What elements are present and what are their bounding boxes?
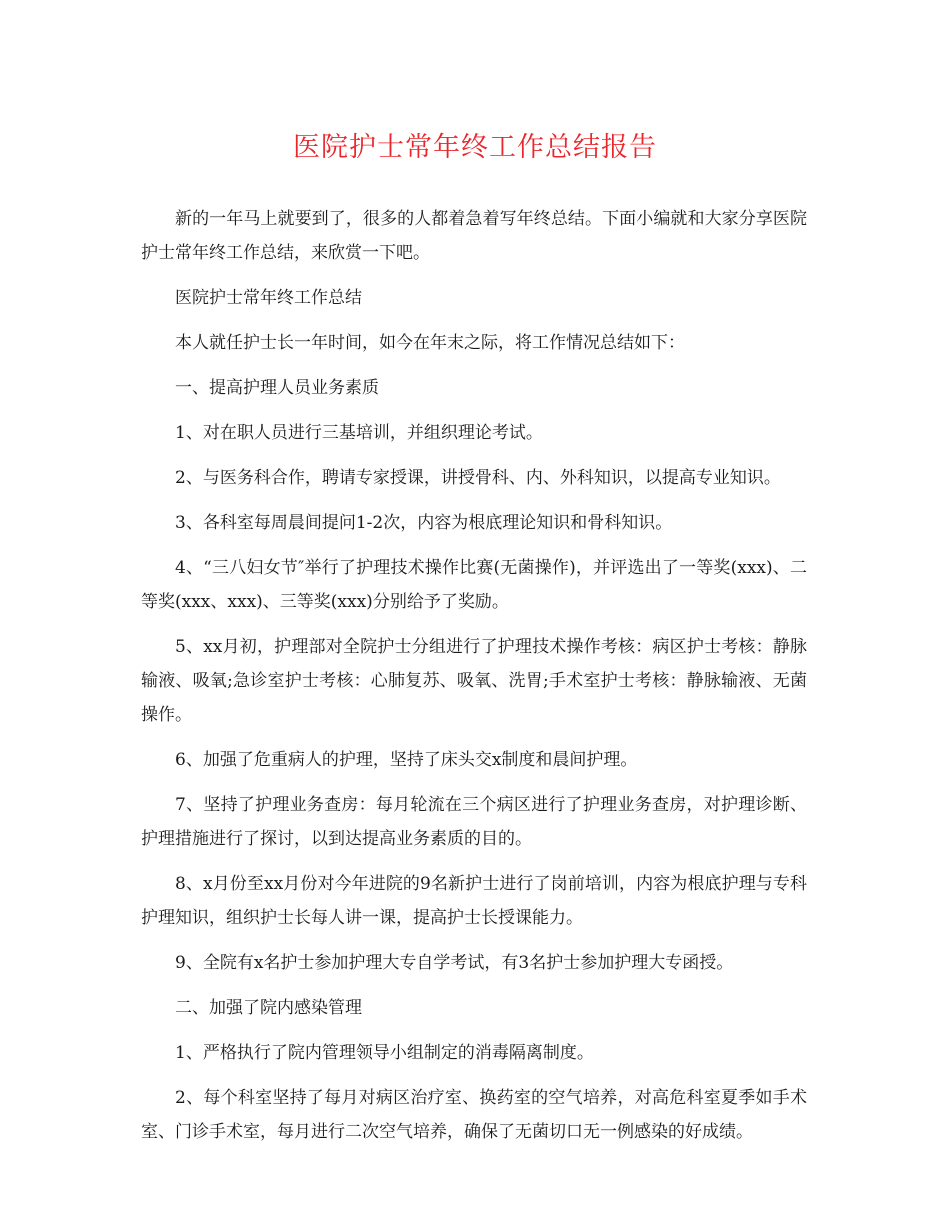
- paragraph-opening: 本人就任护士长一年时间，如今在年末之际，将工作情况总结如下：: [175, 333, 685, 353]
- section-heading-2: 二、加强了院内感染管理: [175, 998, 362, 1018]
- list-item: 2、与医务科合作，聘请专家授课，讲授骨科、内、外科知识，以提高专业知识。: [175, 468, 781, 488]
- list-item: 5、xx月初，护理部对全院护士分组进行了护理技术操作考核：病区护士考核：静脉输液、吸氧;急诊室护士考核：心肺复苏、吸氧、洗胃;手术室护士考核：静脉输液、无菌操作。: [141, 637, 807, 725]
- document-body: [141, 202, 807, 1160]
- section-heading-1: 一、提高护理人员业务素质: [175, 378, 379, 398]
- list-item: 7、坚持了护理业务查房：每月轮流在三个病区进行了护理业务查房，对护理诊断、护理措施进行了探讨，以到达提高业务素质的目的。: [141, 795, 807, 849]
- list-item: 9、全院有x名护士参加护理大专自学考试，有3名护士参加护理大专函授。: [175, 953, 734, 973]
- paragraph-subtitle: 医院护士常年终工作总结: [175, 288, 362, 308]
- paragraph-intro: 新的一年马上就要到了，很多的人都着急着写年终总结。下面小编就和大家分享医院护士常年终工作总结，来欣赏一下吧。: [141, 209, 807, 263]
- list-item: 4、“三八妇女节″举行了护理技术操作比赛(无菌操作)，并评选出了一等奖(xxx)、二等奖(xxx、xxx)、三等奖(xxx)分别给予了奖励。: [141, 558, 807, 612]
- list-item: 1、严格执行了院内管理领导小组制定的消毒隔离制度。: [175, 1043, 594, 1063]
- list-item: 8、x月份至xx月份对今年进院的9名新护士进行了岗前培训，内容为根底护理与专科护理知识，组织护士长每人讲一课，提高护士长授课能力。: [141, 874, 807, 928]
- list-item: 3、各科室每周晨间提问1-2次，内容为根底理论知识和骨科知识。: [175, 513, 673, 533]
- document-title: 医院护士常年终工作总结报告: [293, 132, 657, 163]
- list-item: 6、加强了危重病人的护理，坚持了床头交x制度和晨间护理。: [175, 750, 638, 770]
- list-item: 2、每个科室坚持了每月对病区治疗室、换药室的空气培养，对高危科室夏季如手术室、门诊手术室，每月进行二次空气培养，确保了无菌切口无一例感染的好成绩。: [141, 1088, 807, 1142]
- list-item: 1、对在职人员进行三基培训，并组织理论考试。: [175, 423, 543, 443]
